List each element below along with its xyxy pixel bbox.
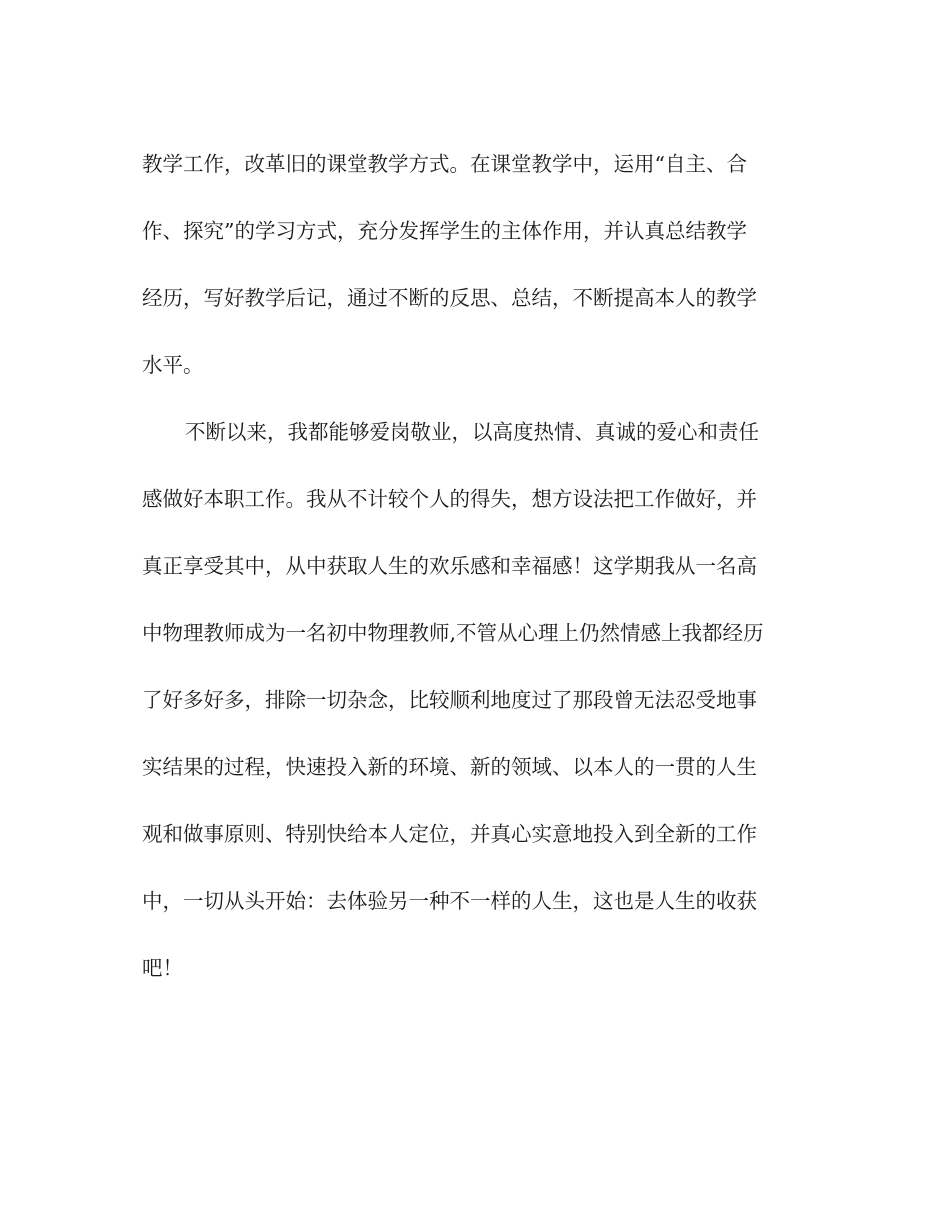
text-line: 观和做事原则、特别快给本人定位，并真心实意地投入到全新的工作	[142, 822, 757, 846]
text-line: 中，一切从头开始：去体验另一种不一样的人生，这也是人生的收获	[142, 889, 757, 913]
text-line: 中物理教师成为一名初中物理教师,不管从心理上仍然情感上我都经历	[142, 621, 764, 645]
text-line: 水平。	[142, 353, 204, 377]
text-line: 作、探究”的学习方式，充分发挥学生的主体作用，并认真总结教学	[142, 219, 747, 243]
text-line: 了好多好多，排除一切杂念，比较顺利地度过了那段曾无法忍受地事	[142, 688, 757, 712]
paragraph-first-line: 不断以来，我都能够爱岗敬业，以高度热情、真诚的爱心和责任	[185, 420, 759, 444]
text-line: 经历，写好教学后记，通过不断的反思、总结，不断提高本人的教学	[142, 286, 757, 310]
text-line: 实结果的过程，快速投入新的环境、新的领域、以本人的一贯的人生	[142, 755, 757, 779]
text-line: 感做好本职工作。我从不计较个人的得失，想方设法把工作做好，并	[142, 487, 757, 511]
text-line: 真正享受其中，从中获取人生的欢乐感和幸福感！这学期我从一名高	[142, 554, 757, 578]
text-line: 教学工作，改革旧的课堂教学方式。在课堂教学中，运用“自主、合	[142, 152, 747, 176]
body-text	[142, 140, 802, 1011]
text-line: 吧！	[142, 956, 183, 980]
